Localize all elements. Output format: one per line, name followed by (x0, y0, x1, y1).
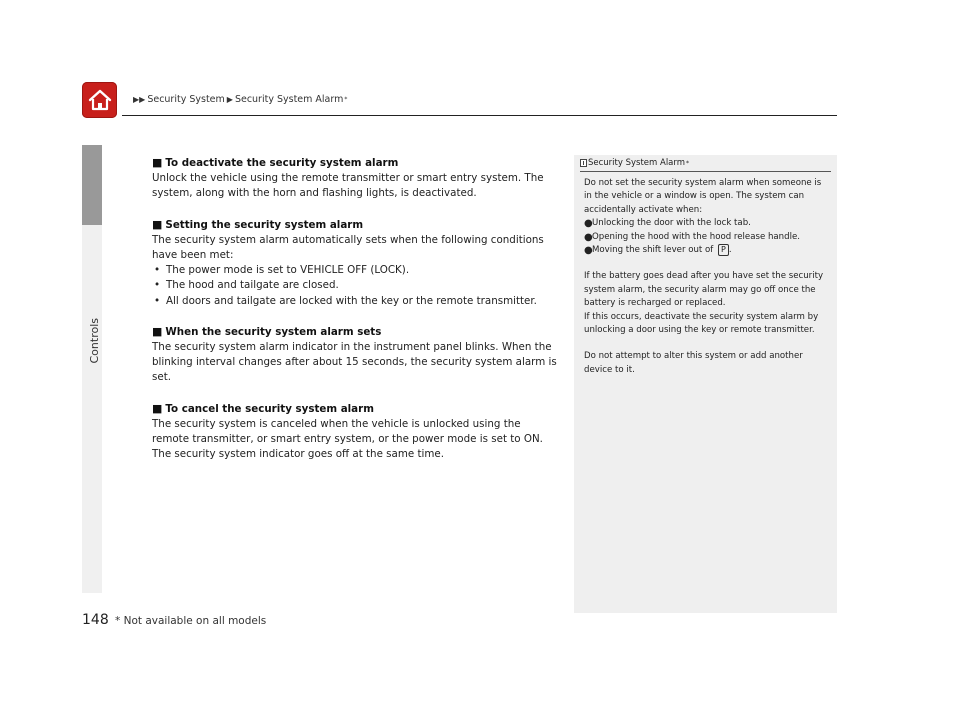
sidebar-intro: Do not set the security system alarm when someone is in the vehicle or a window is open. The system can accidentally activate when: (584, 178, 822, 215)
section-deactivate (152, 155, 557, 202)
breadcrumb-item[interactable]: Security System Alarm (234, 94, 344, 105)
triangle-right-icon: ▶ (226, 95, 233, 104)
square-bullet-icon: ■ (152, 156, 163, 169)
shift-p-key: P (718, 244, 729, 256)
triangle-right-icon: ▶▶ (133, 95, 146, 104)
section-heading: ■ Setting the security system alarm (152, 217, 364, 231)
square-bullet-icon: ■ (152, 401, 163, 415)
section-heading: ■ To deactivate the security system alarm (152, 156, 399, 169)
section-tab-label: Controls (88, 318, 101, 364)
breadcrumb-item[interactable]: Security System (147, 94, 225, 105)
note-sidebar (574, 155, 837, 613)
section-paragraph: The security system alarm indicator in the instrument panel blinks. When the blinking interval changes after about 15 seconds, the security system alarm is set. (152, 341, 557, 384)
section-tab (82, 145, 102, 225)
list-item: • All doors and tailgate are locked with the key or the remote transmitter. (154, 294, 537, 307)
section-paragraph: The security system alarm automatically sets when the following conditions have been met: (152, 233, 544, 262)
list-item: • The power mode is set to VEHICLE OFF (LOCK). (154, 264, 410, 277)
square-bullet-icon: ■ (152, 324, 163, 338)
section-alarm-sets (152, 324, 557, 386)
reference-icon (580, 159, 587, 167)
list-item: ● Opening the hood with the hood release handle. (584, 231, 800, 243)
section-paragraph: The security system is canceled when the vehicle is unlocked using the remote transmitter, or smart entry system, or the power mode is set to ON. The security system indicator goes off at the same time. (152, 417, 543, 461)
sidebar-paragraph: If the battery goes dead after you have set the security system alarm, the security alarm may go off once the battery is recharged or replaced. (584, 271, 824, 309)
section-paragraph: Unlock the vehicle using the remote transmitter or smart entry system. The system, along with the horn and flashing lights, is deactivated. (152, 172, 544, 200)
list-item: ● Unlocking the door with the lock tab. (584, 218, 751, 230)
asterisk: * (344, 96, 348, 103)
main-content (152, 155, 557, 477)
section-cancel (152, 401, 557, 463)
sidebar-title: Security System Alarm * (580, 158, 831, 172)
section-setting (152, 217, 557, 309)
home-icon (87, 88, 113, 112)
home-button[interactable] (82, 82, 117, 118)
section-tab-bar (82, 225, 102, 593)
page-number: 148 (82, 612, 109, 628)
breadcrumb (133, 94, 347, 105)
footnote: * Not available on all models (115, 615, 267, 627)
section-heading: ■ When the security system alarm sets (152, 324, 382, 338)
list-item: • The hood and tailgate are closed. (154, 279, 339, 292)
sidebar-paragraph: If this occurs, deactivate the security system alarm by unlocking a door using the key or remote transmitter. (584, 311, 819, 336)
sidebar-body (574, 172, 837, 377)
header-rule (122, 115, 837, 116)
list-item: ● Moving the shift lever out of P . (584, 245, 732, 257)
section-heading: ■ To cancel the security system alarm (152, 401, 374, 415)
sidebar-paragraph: Do not attempt to alter this system or add another device to it. (584, 351, 803, 375)
square-bullet-icon: ■ (152, 217, 163, 231)
